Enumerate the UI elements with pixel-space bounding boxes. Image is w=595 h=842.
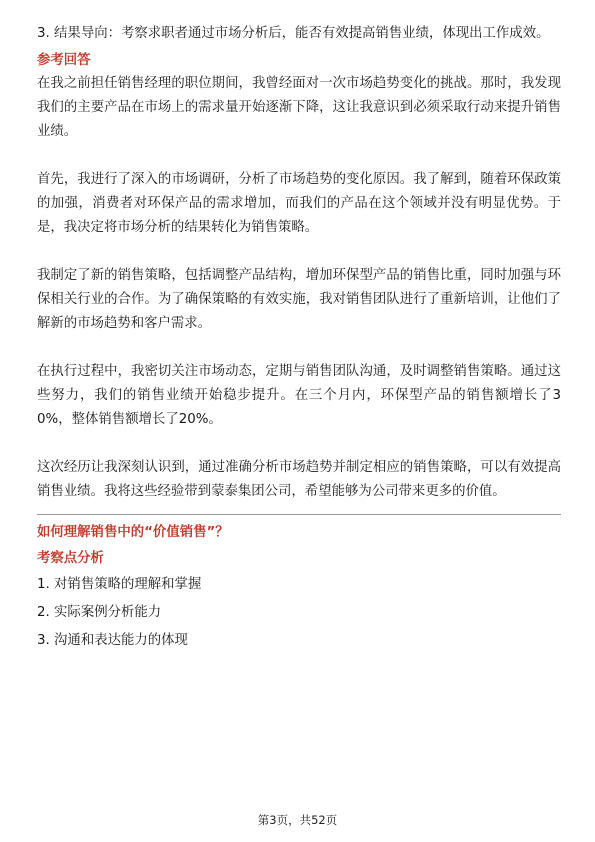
answer-paragraph-4: 在执行过程中，我密切关注市场动态，定期与销售团队沟通，及时调整销售策略。通过这些努力，我们的销售业绩开始稳步提升。在三个月内，环保型产品的销售额增长了30%，整体销售额增长了20%。 (37, 364, 561, 427)
page-content (37, 22, 561, 655)
analysis-item-3: 3. 沟通和表达能力的体现 (37, 633, 188, 648)
answer-paragraph-3: 我制定了新的销售策略，包括调整产品结构，增加环保型产品的销售比重，同时加强与环保相关行业的合作。为了确保策略的有效实施，我对销售团队进行了重新培训，让他们了解新的市场趋势和客户需求。 (37, 268, 561, 331)
answer-paragraph-2: 首先，我进行了深入的市场调研，分析了市场趋势的变化原因。我了解到，随着环保政策的加强，消费者对环保产品的需求增加，而我们的产品在这个领域并没有明显优势。于是，我决定将市场分析的结果转化为销售策略。 (37, 172, 561, 235)
paragraph-spacer (37, 336, 561, 360)
analysis-item-1: 1. 对销售策略的理解和掌握 (37, 577, 202, 592)
answer-heading: 参考回答 (37, 53, 91, 68)
section-divider (37, 514, 561, 515)
intro-point: 3. 结果导向：考察求职者通过市场分析后，能否有效提高销售业绩，体现出工作成效。 (37, 26, 550, 41)
paragraph-spacer (37, 432, 561, 456)
analysis-item-2: 2. 实际案例分析能力 (37, 605, 162, 620)
analysis-heading: 考察点分析 (37, 551, 104, 566)
answer-paragraph-1: 在我之前担任销售经理的职位期间，我曾经面对一次市场趋势变化的挑战。那时，我发现我们的主要产品在市场上的需求量开始逐渐下降，这让我意识到必须采取行动来提升销售业绩。 (37, 76, 561, 139)
paragraph-spacer (37, 240, 561, 264)
page-footer: 第3页，共52页 (257, 813, 338, 827)
question-title: 如何理解销售中的“价值销售”？ (37, 525, 229, 540)
paragraph-spacer (37, 144, 561, 168)
answer-paragraph-5: 这次经历让我深刻认识到，通过准确分析市场趋势并制定相应的销售策略，可以有效提高销售业绩。我将这些经验带到蒙泰集团公司，希望能够为公司带来更多的价值。 (37, 460, 561, 499)
